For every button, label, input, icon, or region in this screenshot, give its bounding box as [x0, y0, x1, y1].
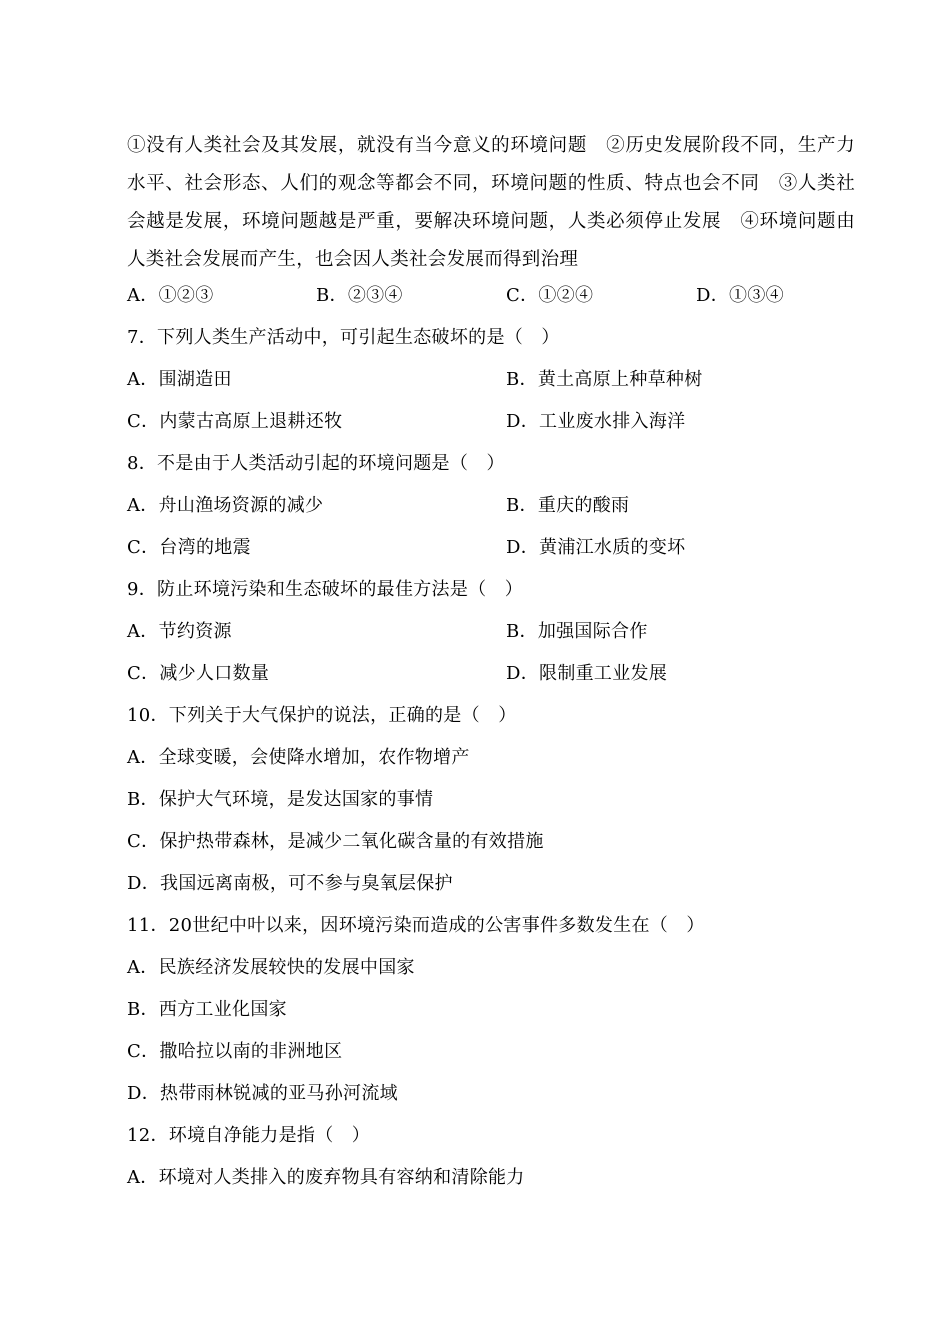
q6-option-d: D．①③④: [696, 285, 784, 306]
q9-option-c: C．减少人口数量: [127, 663, 270, 684]
q11-stem: 11．20世纪中叶以来，因环境污染而造成的公害事件多数发生在（ ）: [127, 915, 705, 936]
q11-option-b: B．西方工业化国家: [127, 999, 287, 1020]
q8-option-b: B．重庆的酸雨: [506, 495, 630, 516]
q12-option-a: A．环境对人类排入的废弃物具有容纳和清除能力: [127, 1167, 525, 1188]
q10-option-c: C．保护热带森林，是减少二氧化碳含量的有效措施: [127, 831, 544, 852]
q12-stem: 12．环境自净能力是指（ ）: [127, 1125, 371, 1146]
q10-option-a: A．全球变暖，会使降水增加，农作物增产: [127, 747, 470, 768]
q6-option-a: A．①②③: [127, 285, 214, 306]
q7-stem: 7．下列人类生产活动中，可引起生态破坏的是（ ）: [127, 327, 560, 348]
q10-stem: 10．下列关于大气保护的说法，正确的是（ ）: [127, 705, 517, 726]
q7-option-c: C．内蒙古高原上退耕还牧: [127, 411, 343, 432]
q6-statement: ①没有人类社会及其发展，就没有当今意义的环境问题 ②历史发展阶段不同，生产力水平、社会形态、人们的观念等都会不同，环境问题的性质、特点也会不同 ③人类社会越是发展，环境问题越是严重，要解决环境问题，人类必须停止发展 ④环境问题由人类社会发展而产生，也会因人类社会发展而得到治理: [127, 135, 855, 270]
q9-option-b: B．加强国际合作: [506, 621, 648, 642]
q8-option-d: D．黄浦江水质的变坏: [506, 537, 686, 558]
q11-option-c: C．撒哈拉以南的非洲地区: [127, 1041, 343, 1062]
q8-stem: 8．不是由于人类活动引起的环境问题是（ ）: [127, 453, 505, 474]
q10-option-d: D．我国远离南极，可不参与臭氧层保护: [127, 873, 453, 894]
q9-option-a: A．节约资源: [127, 621, 232, 642]
q10-option-b: B．保护大气环境，是发达国家的事情: [127, 789, 434, 810]
q9-stem: 9．防止环境污染和生态破坏的最佳方法是（ ）: [127, 579, 524, 600]
q6-option-c: C．①②④: [506, 285, 594, 306]
q7-option-b: B．黄土高原上种草种树: [506, 369, 703, 390]
q9-option-d: D．限制重工业发展: [506, 663, 668, 684]
q11-option-d: D．热带雨林锐减的亚马孙河流域: [127, 1083, 398, 1104]
q8-option-a: A．舟山渔场资源的减少: [127, 495, 324, 516]
q11-option-a: A．民族经济发展较快的发展中国家: [127, 957, 415, 978]
q6-option-b: B．②③④: [316, 285, 403, 306]
q8-option-c: C．台湾的地震: [127, 537, 251, 558]
q7-option-a: A．围湖造田: [127, 369, 232, 390]
q7-option-d: D．工业废水排入海洋: [506, 411, 686, 432]
